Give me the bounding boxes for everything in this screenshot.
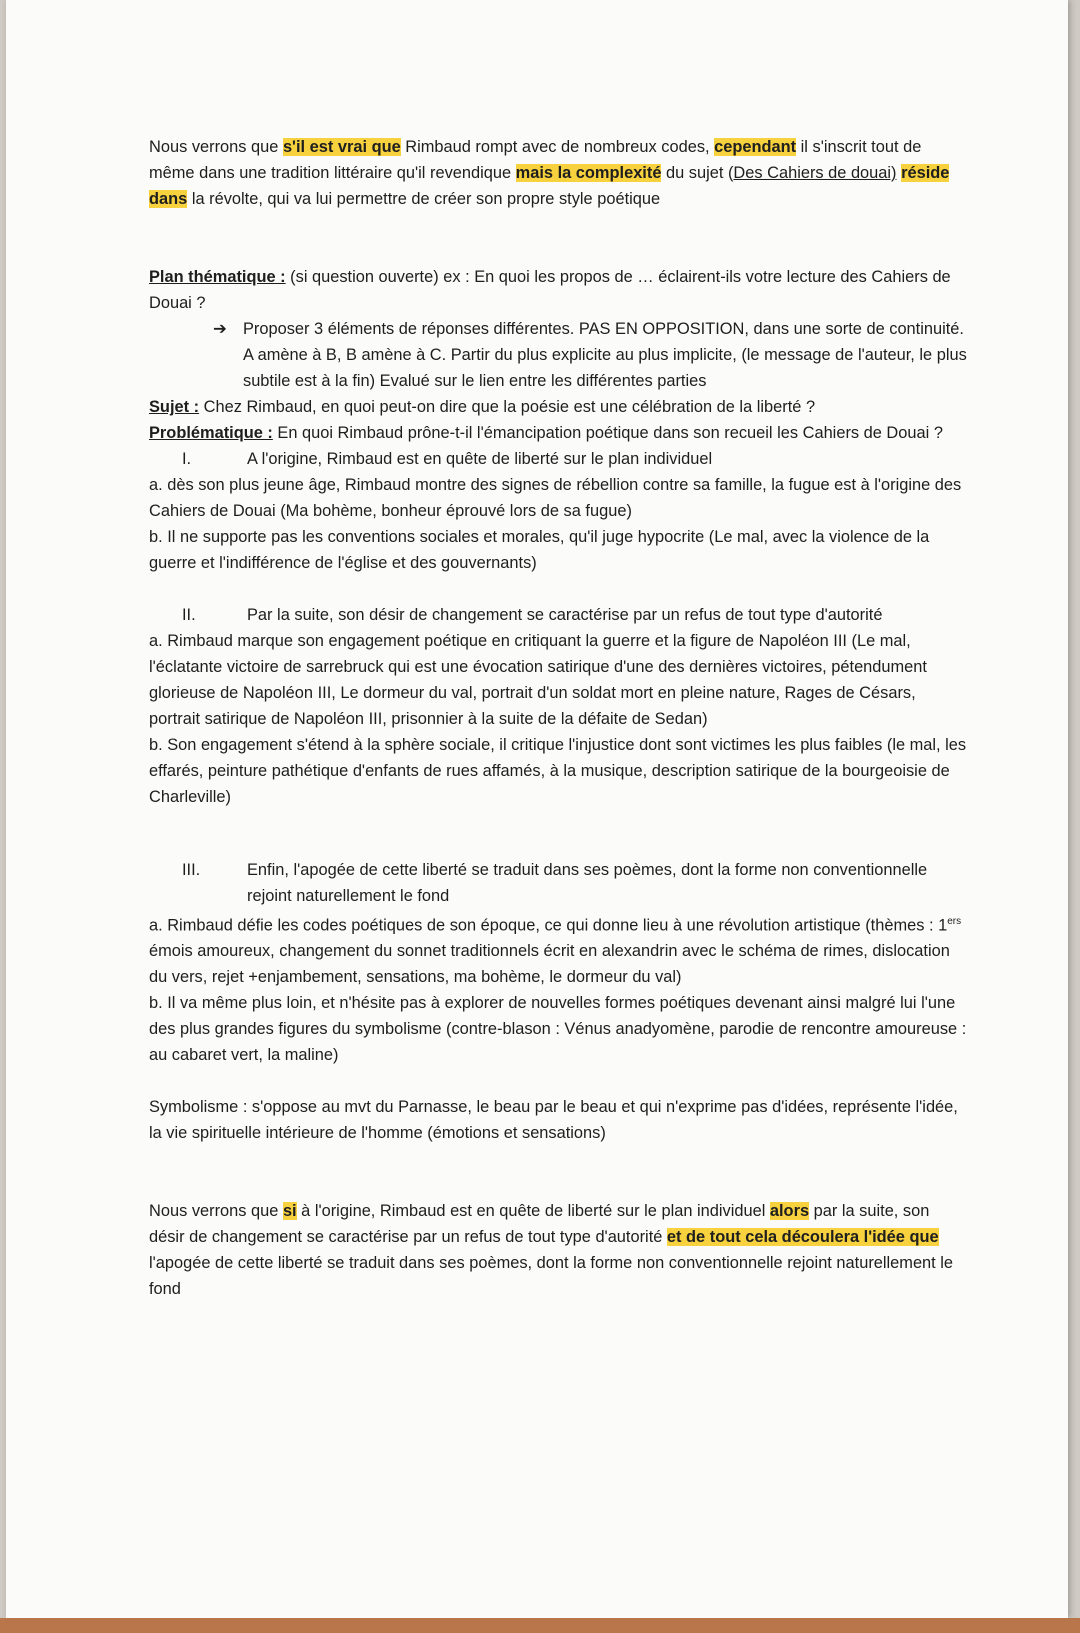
part-number: I.	[182, 450, 192, 468]
highlight: si	[282, 1202, 297, 1221]
intro-text: du sujet (	[661, 164, 734, 182]
sujet-text: Chez Rimbaud, en quoi peut-on dire que la poésie est une célébration de la liberté ?	[199, 398, 816, 416]
part-1-point-b: b. Il ne supporte pas les conventions sociales et morales, qu'il juge hypocrite (Le mal, avec la violence de la guerre et l'indifférence de l'église et des gouvernants)	[149, 528, 930, 572]
plan-text: (si question ouverte) ex : En quoi les propos de … éclairent-ils votre lecture des Cahiers de Douai ?	[149, 268, 951, 312]
part-2-point-b: b. Son engagement s'étend à la sphère sociale, il critique l'injustice dont sont victimes les plus faibles (le mal, les effarés, peinture pathétique d'enfants de rues affamés, à la musique, description satirique de la bourgeoisie de Charleville)	[149, 736, 967, 806]
part-1-point-a: a. dès son plus jeune âge, Rimbaud montre des signes de rébellion contre sa famille, la fugue est à l'origine des Cahiers de Douai (Ma bohème, bonheur éprouvé lors de sa fugue)	[149, 476, 962, 520]
part-number: II.	[182, 606, 196, 624]
problematique-label: Problématique :	[149, 424, 273, 442]
symbolisme-definition: Symbolisme : s'oppose au mvt du Parnasse, le beau par le beau et qui n'exprime pas d'idées, représente l'idée, la vie spirituelle intérieure de l'homme (émotions et sensations)	[149, 1098, 958, 1143]
conclusion-text: à l'origine, Rimbaud est en quête de liberté sur le plan individuel	[296, 1202, 770, 1221]
intro-paragraph	[149, 134, 969, 212]
highlight: cependant	[714, 138, 797, 156]
highlight: mais la complexité	[515, 164, 662, 182]
part-3-point-b: b. Il va même plus loin, et n'hésite pas à explorer de nouvelles formes poétiques devenant ainsi malgré lui l'une des plus grandes figures du symbolisme (contre-blason : Vénus anadyomène, parodie de rencontre amoureuse : au cabaret vert, la maline)	[149, 994, 967, 1065]
part-title: Enfin, l'apogée de cette liberté se traduit dans ses poèmes, dont la forme non conventionnelle rejoint naturellement le fond	[247, 861, 928, 905]
highlight: s'il est vrai que	[282, 138, 401, 156]
part-number: III.	[182, 861, 201, 879]
intro-text: Nous verrons que	[149, 138, 283, 156]
plan-bullet	[179, 316, 969, 394]
plan-paragraph	[149, 264, 969, 316]
problematique-text: En quoi Rimbaud prône-t-il l'émancipation poétique dans son recueil les Cahiers de Douai ?	[272, 424, 943, 442]
table-surface	[0, 1618, 1080, 1633]
sujet-paragraph	[149, 394, 969, 420]
plan-bullet-text: Proposer 3 éléments de réponses différentes. PAS EN OPPOSITION, dans une sorte de continuité. A amène à B, B amène à C. Partir du plus explicite au plus implicite, (le message de l'auteur, le plus subtile est à la fin) Evalué sur le lien entre les différentes parties	[243, 320, 967, 390]
part-title: Par la suite, son désir de changement se caractérise par un refus de tout type d'autorité	[247, 606, 883, 624]
part-2-heading	[149, 602, 969, 628]
part-title: A l'origine, Rimbaud est en quête de liberté sur le plan individuel	[247, 450, 713, 468]
part-1-heading	[149, 446, 969, 472]
superscript: ers	[947, 916, 962, 927]
point-text: a. Rimbaud défie les codes poétiques de son époque, ce qui donne lieu à une révolution artistique (thèmes : 1	[149, 916, 948, 935]
conclusion-text: l'apogée de cette liberté se traduit dans ses poèmes, dont la forme non conventionnelle rejoint naturellement le fond	[149, 1254, 954, 1299]
sujet-label: Sujet :	[149, 398, 200, 416]
underlined-title: Des Cahiers de douai)	[733, 164, 897, 182]
problematique-paragraph	[149, 420, 969, 446]
part-3-point-a	[149, 909, 969, 990]
highlight: alors	[769, 1202, 810, 1221]
point-text: émois amoureux, changement du sonnet traditionnels écrit en alexandrin avec le schéma de rimes, dislocation du vers, rejet +enjambement, sensations, ma bohème, le dormeur du val)	[149, 942, 950, 987]
conclusion-text: par la suite, son désir de changement se caractérise par un refus de tout type d'autorité	[149, 1202, 930, 1247]
part-2-point-a: a. Rimbaud marque son engagement poétique en critiquant la guerre et la figure de Napoléon III (Le mal, l'éclatante victoire de sarrebruck qui est une évocation satirique d'une des dernières victoires, pétendument glorieuse de Napoléon III, Le dormeur du val, portrait d'un soldat mort en pleine nature, Rages de Césars, portrait satirique de Napoléon III, prisonnier à la suite de la défaite de Sedan)	[149, 632, 927, 728]
part-3-heading	[149, 857, 969, 909]
intro-text: Rimbaud rompt avec de nombreux codes,	[400, 138, 715, 156]
document-text	[149, 134, 969, 1302]
highlight: réside dans	[149, 164, 950, 208]
intro-text: la révolte, qui va lui permettre de créer son propre style poétique	[187, 190, 661, 208]
highlight: et de tout cela découlera l'idée que	[666, 1228, 939, 1247]
conclusion-text: Nous verrons que	[149, 1202, 283, 1221]
plan-label: Plan thématique :	[149, 268, 286, 286]
conclusion-paragraph	[149, 1198, 969, 1302]
arrow-icon: ➔	[213, 320, 227, 338]
intro-text: il s'inscrit tout de même dans une tradition littéraire qu'il revendique	[149, 138, 922, 182]
